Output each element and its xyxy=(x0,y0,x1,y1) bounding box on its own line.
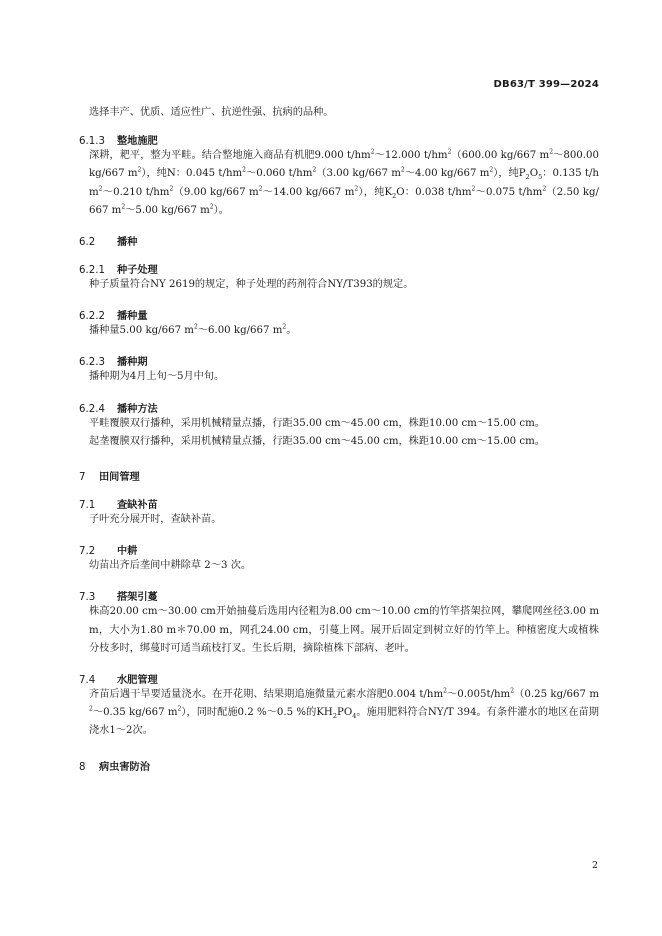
heading-6-2-1 xyxy=(79,261,599,276)
heading-title: 水肥管理 xyxy=(117,675,158,687)
heading-number: 7 xyxy=(79,472,86,484)
heading-8 xyxy=(79,758,599,773)
heading-6-2-3 xyxy=(79,353,599,368)
heading-7-4 xyxy=(79,671,599,686)
paragraph-7-1: 子叶充分展开时，查缺补苗。 xyxy=(89,514,222,526)
paragraph-7-4: 齐苗后遇干旱要适量浇水。在开花期、结果期追施微量元素水溶肥0.004 $t/hm^2\sim 0.005t/hm^2(0.25$ kg/667 $m^2\sim 0.35$ kg/667 $m^2$），同时配施0.2 %～0.5 %的$KH_2PO_4$。施用肥料符合NY/T 394。有条件灌水的地区在苗期浇水1～2次。 xyxy=(89,687,599,737)
paragraph-6-2-1: 种子质量符合NY 2619的规定，种子处理的药剂符合NY/T393的规定。 xyxy=(89,279,414,291)
heading-number: 6.2.2 xyxy=(79,311,105,323)
heading-title: 查缺补苗 xyxy=(117,500,158,512)
heading-6-1-3 xyxy=(79,132,599,147)
heading-number: 8 xyxy=(79,761,86,773)
paragraph-7-2: 幼苗出齐后垄间中耕除草 2～3 次。 xyxy=(89,560,252,572)
paragraph-7-3: 株高20.00 cm～30.00 cm开始抽蔓后选用内径粗为8.00 cm～10.00 cm的竹竿搭架拉网，攀爬网丝径3.00 mm，大小为1.80 m＊70.00 m，网孔24.00 cm，引蔓上网。展开后固定到树立好的竹竿上。种植密度大或植株分枝多时，绑蔓时可适当疏枝打叉。生长后期，摘除植株下部病、老叶。 xyxy=(89,606,599,654)
heading-7-1 xyxy=(79,496,599,511)
heading-6-2-4 xyxy=(79,400,599,415)
heading-title: 播种期 xyxy=(117,357,148,369)
heading-title: 播种量 xyxy=(117,311,148,323)
heading-7 xyxy=(79,468,599,483)
page-content xyxy=(79,104,599,773)
heading-6-2 xyxy=(79,233,599,248)
paragraph-6-2-4-line-2: 起垄覆膜双行播种，采用机械精量点播，行距35.00 cm～45.00 cm，株距10.00 cm～15.00 cm。 xyxy=(89,435,545,447)
heading-7-2 xyxy=(79,542,599,557)
heading-7-3 xyxy=(79,588,599,603)
heading-6-2-2 xyxy=(79,307,599,322)
heading-title: 播种方法 xyxy=(117,403,158,415)
paragraph-6-2-2: 播种量5.00 kg/667 $m^2\sim 6.00$ kg/667 $m^2$。 xyxy=(89,323,297,337)
heading-number: 7.1 xyxy=(79,500,96,512)
heading-number: 6.2 xyxy=(79,237,96,249)
heading-title: 中耕 xyxy=(117,546,138,558)
heading-number: 6.2.4 xyxy=(79,403,105,415)
heading-title: 种子处理 xyxy=(117,265,158,277)
heading-title: 田间管理 xyxy=(99,472,140,484)
heading-number: 7.3 xyxy=(79,592,96,604)
heading-number: 6.2.1 xyxy=(79,265,105,277)
heading-title: 整地施肥 xyxy=(117,136,158,148)
heading-number: 6.2.3 xyxy=(79,357,105,369)
heading-title: 播种 xyxy=(117,237,138,249)
paragraph-6-1-3: 深耕，耙平，整为平畦。结合整地施入商品有机肥9.000 $t/hm^2\sim 12.000$ $t/hm^2(600.00$ kg/667 $m^2\sim 800.00$ kg/667 $m^2$），纯N：0.045 $t/hm^2\sim 0.060$ $t/hm^2(3.00$ kg/667 $m^2\sim 4.00$ kg/667 $m^2$），纯$P_2O_5$：0.135 $t/hm^2\sim 0.210$ $t/hm^2(9.00$ kg/667 $m^2\sim 14.00$ kg/667 $m^2$），纯$K_2O$：0.038 $t/hm^2\sim 0.075$ $t/hm^2(2.50$ kg/667 $m^2\sim 5.00$ kg/667 $m^2$）。 xyxy=(89,148,599,216)
heading-number: 7.2 xyxy=(79,546,96,558)
page-number: 2 xyxy=(591,860,598,871)
intro-paragraph: 选择丰产、优质、适应性广、抗逆性强、抗病的品种。 xyxy=(89,107,334,118)
heading-title: 病虫害防治 xyxy=(99,761,150,773)
heading-title: 搭架引蔓 xyxy=(117,592,158,604)
paragraph-6-2-3: 播种期为4月上旬～5月中旬。 xyxy=(89,371,225,383)
heading-number: 7.4 xyxy=(79,675,96,687)
heading-number: 6.1.3 xyxy=(79,136,105,148)
document-code: DB63/T 399—2024 xyxy=(493,79,599,90)
paragraph-6-2-4-line-1: 平畦覆膜双行播种，采用机械精量点播，行距35.00 cm～45.00 cm，株距10.00 cm～15.00 cm。 xyxy=(89,417,545,429)
